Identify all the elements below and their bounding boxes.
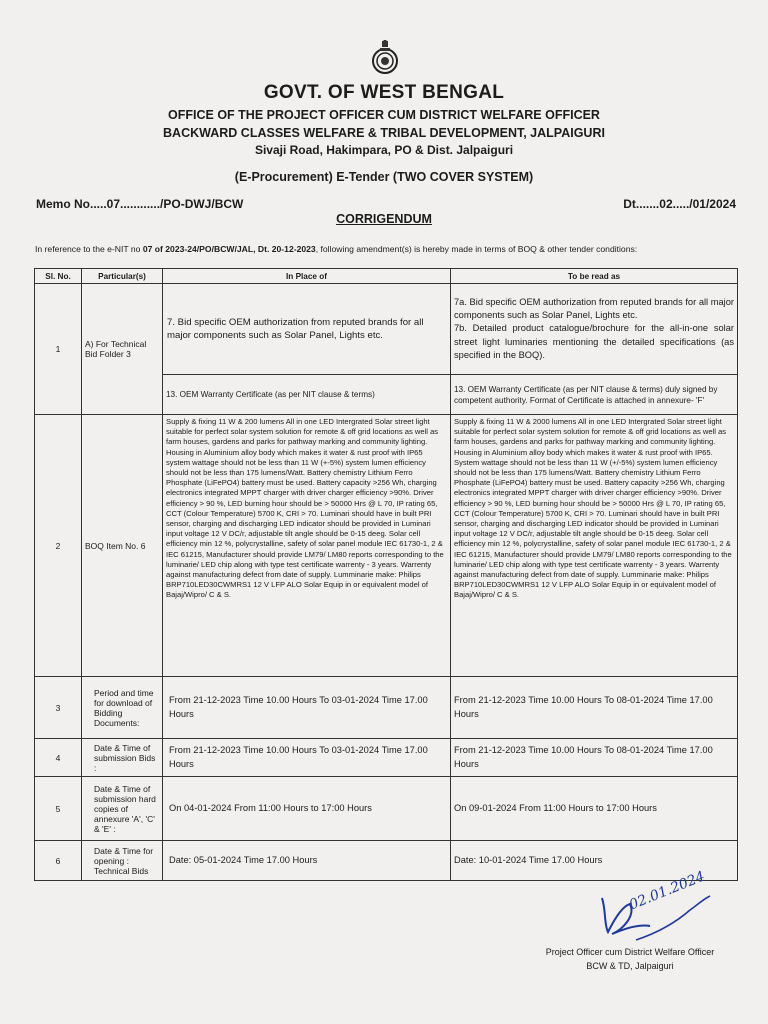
signature-block: [520, 945, 740, 973]
header-particulars: Particular(s): [82, 269, 163, 284]
table-row: [35, 284, 738, 375]
row-4-read: From 21-12-2023 Time 10.00 Hours To 08-01-2024 Time 17.00 Hours: [451, 739, 738, 777]
row-1-read-a: [451, 284, 738, 375]
row-6-read: Date: 10-01-2024 Time 17.00 Hours: [451, 841, 738, 881]
row-4-in-place: From 21-12-2023 Time 10.00 Hours To 03-01-2024 Time 17.00 Hours: [163, 739, 451, 777]
memo-number: Memo No.....07............/PO-DWJ/BCW: [36, 197, 244, 211]
row-1-sl: 1: [35, 284, 82, 415]
row-1-in-place-b: 13. OEM Warranty Certificate (as per NIT clause & terms): [163, 375, 451, 415]
table-row: [35, 677, 738, 739]
row-2-read: Supply & fixing 11 W & 2000 lumens All in one LED Intergrated Solar street light suitable for perfect solar system solution for remote & off grid locations as well as farm houses, gardens and parks for pathway marking and community lighting. Housing in Aluminium alloy body which makes it water & rust proof with IP65. System wattage should not be less than 11 W (+/-5%) system lumen efficiency should not be less than 175 lumens/Watt. Battery chemistry Lithium Ferro Phosphate (LiFePO4) battery must be used. Battery capacity >256 Wh, charging electronics integrated MPPT charger with driver charger efficiency >90%. Driver efficiency > 90 %, LED burning hour should be > 50000 Hrs @ L 70, IP rating 65, CCT (Colour Temperature) 5700 K, CRI > 70. Luminari should have in built PRI sensor, charging and discharging LED indicator should be provided in Luminari input voltage 12 V DC/r, adjustable tilt angle should be 0-15 deeg. Solar cell efficiency min 12 %, polycrystalline, safety of solar panel module IEC 61730-1, 2 & IEC 61215, Manufacturer should provide LM79/ LM80 reports corresponding to the luminarie/ LED chip along with type test certificate warrenty - 3 years. Warrenty against manufacturing defect from date of supply. Lumminarie make: Philips BRP710LED30CWMRS1 12 V LFP ALO Solar Equip in or equivalent model of Bajaj/Wipro/ C & S.: [451, 415, 738, 677]
row-2-in-place: Supply & fixing 11 W & 200 lumens All in one LED Intergrated Solar street light suitable for perfect solar system solution for remote & off grid locations as well as farm houses, gardens and parks for pathway marking and community lighting. Housing in Aluminium alloy body which makes it water & rust proof with IP65 system wattage should not be less than 11 W (+-5%) system lumen efficiency should not be less than 175 lumens/Watt. Battery chemistry Lithium Ferro Phosphate (LiFePO4) battery must be used. Battery capacity >256 Wh, charging electronics integrated MPPT charger with driver charger efficiency >90%. Driver efficiency > 90 %, LED burning hour should be > 50000 Hrs @ L 70, IP rating 65, CCT (Colour Temperature) 5700 K, CRI > 70. Luminari should have in built PRI sensor, charging and discharging LED indicator should be provided in Luminari input voltage 12 V DC/r, adjustable tilt angle should be 0-15 deeg. Solar cell efficiency min 12 %, polycrystalline, safety of solar panel module IEC 61730-1, 2 & IEC 61215, Manufacturer should provide LM79/ LM80 reports corresponding to the luminarie/ LED chip along with type test certificate warrenty - 3 years. Warrenty against manufacturing defect from date of supply. Lumminarie make: Philips BRP710LED30CWMRS1 12 V LFP ALO Solar Equip in or equivalent model of Bajaj/Wipro/ C & S.: [163, 415, 451, 677]
row-5-sl: 5: [35, 777, 82, 841]
row-4-particular: Date & Time of submission Bids :: [82, 739, 163, 777]
row-4-sl: 4: [35, 739, 82, 777]
tender-type: (E-Procurement) E-Tender (TWO COVER SYSTEM): [234, 170, 534, 184]
table-row: [35, 739, 738, 777]
row-1-particular: A) For Technical Bid Folder 3: [82, 284, 163, 415]
row-3-particular: Period and time for download of Bidding Documents:: [82, 677, 163, 739]
department-name: BACKWARD CLASSES WELFARE & TRIBAL DEVELOPMENT, JALPAIGURI: [163, 126, 605, 140]
table-header-row: [35, 269, 738, 284]
office-name: OFFICE OF THE PROJECT OFFICER CUM DISTRICT WELFARE OFFICER: [168, 108, 600, 122]
office-address: Sivaji Road, Hakimpara, PO & Dist. Jalpaiguri: [254, 143, 514, 157]
row-6-sl: 6: [35, 841, 82, 881]
government-emblem-icon: [371, 40, 399, 76]
header-to-be-read-as: To be read as: [451, 269, 738, 284]
table-row: [35, 415, 738, 677]
row-6-particular: Date & Time for opening : Technical Bids: [82, 841, 163, 881]
header-sl-no: Sl. No.: [35, 269, 82, 284]
row-2-sl: 2: [35, 415, 82, 677]
signatory-designation: Project Officer cum District Welfare Officer: [545, 947, 715, 957]
row-1-read-7a: 7a. Bid specific OEM authorization from reputed brands for all major components such as Solar Panel, Lights etc.: [454, 296, 734, 321]
row-3-sl: 3: [35, 677, 82, 739]
intro-suffix: , following amendment(s) is hereby made in terms of BOQ & other tender conditions:: [315, 244, 638, 254]
row-1-read-7b: 7b. Detailed product catalogue/brochure for the all-in-one solar street light luminaries mentioning the detailed specifications (as specified in the BOQ).: [454, 323, 734, 360]
row-5-particular: Date & Time of submission hard copies of annexure 'A', 'C' & 'E' :: [82, 777, 163, 841]
table-row: [35, 841, 738, 881]
row-1-in-place-a: 7. Bid specific OEM authorization from reputed brands for all major components such as Solar Panel, Lights etc.: [163, 284, 451, 375]
row-2-particular: BOQ Item No. 6: [82, 415, 163, 677]
header-in-place-of: In Place of: [163, 269, 451, 284]
row-6-in-place: Date: 05-01-2024 Time 17.00 Hours: [163, 841, 451, 881]
corrigendum-heading: CORRIGENDUM: [336, 212, 432, 226]
row-5-read: On 09-01-2024 From 11:00 Hours to 17:00 Hours: [451, 777, 738, 841]
table-row: [35, 777, 738, 841]
intro-prefix: In reference to the e-NIT no: [35, 244, 143, 254]
amendment-table: [34, 268, 738, 881]
row-3-read: From 21-12-2023 Time 10.00 Hours To 08-01-2024 Time 17.00 Hours: [451, 677, 738, 739]
intro-nit-reference: 07 of 2023-24/PO/BCW/JAL, Dt. 20-12-2023: [142, 244, 316, 254]
intro-paragraph: [35, 244, 637, 254]
signatory-office: BCW & TD, Jalpaiguri: [586, 961, 674, 971]
row-3-in-place: From 21-12-2023 Time 10.00 Hours To 03-01-2024 Time 17.00 Hours: [163, 677, 451, 739]
row-5-in-place: On 04-01-2024 From 11:00 Hours to 17:00 Hours: [163, 777, 451, 841]
page-title: GOVT. OF WEST BENGAL: [263, 82, 505, 103]
row-1-read-b: 13. OEM Warranty Certificate (as per NIT clause & terms) duly signed by competent authority. Format of Certificate is attached in annexure- 'F': [451, 375, 738, 415]
signature-date: 02.01.2024: [627, 868, 708, 914]
memo-date: Dt.......02...../01/2024: [623, 197, 736, 211]
